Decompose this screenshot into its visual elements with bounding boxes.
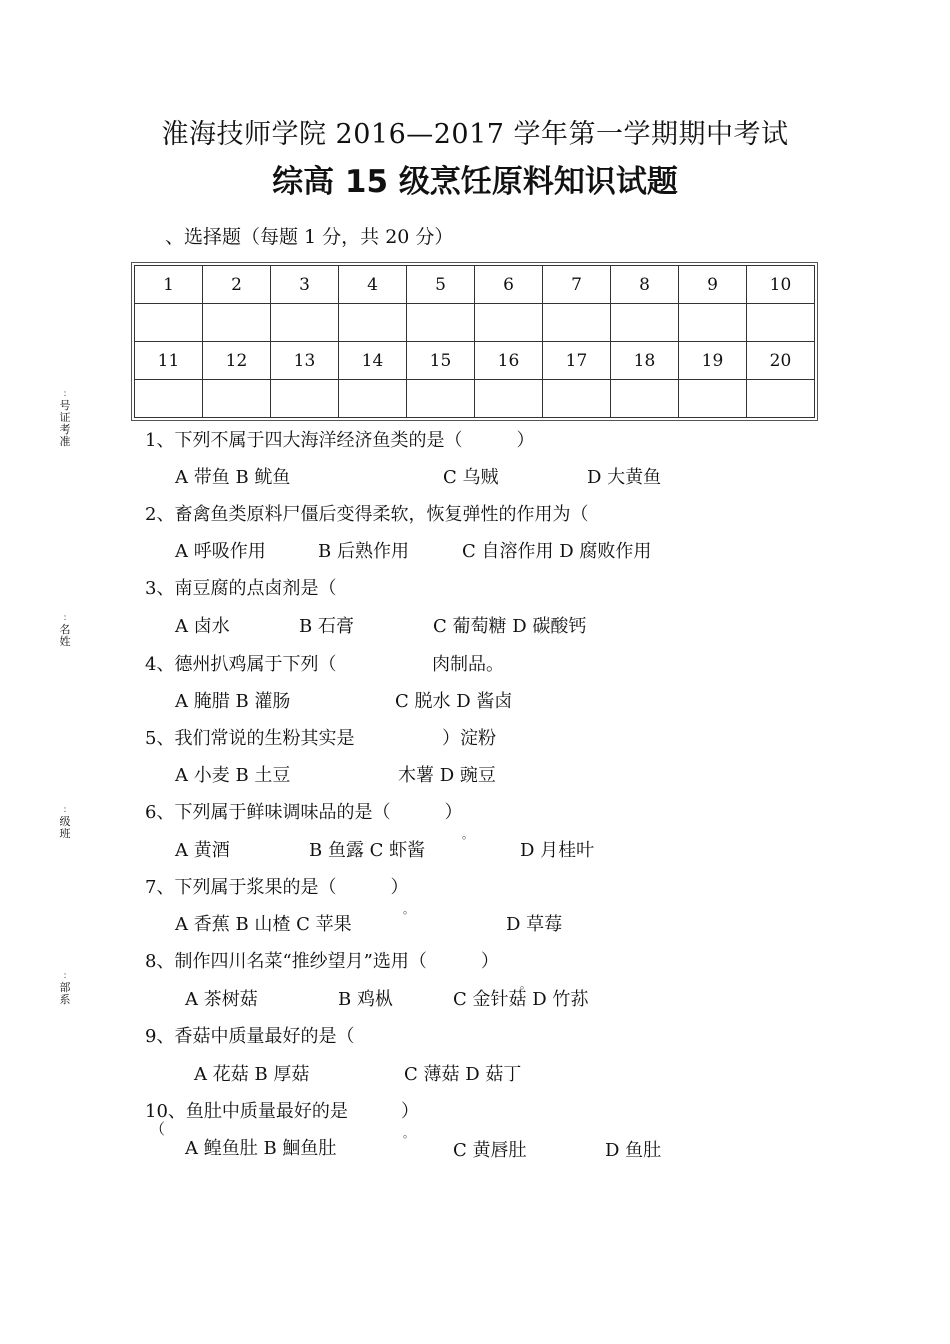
grid-answer-row xyxy=(135,304,815,342)
grid-number: 6 xyxy=(475,266,543,304)
question-option: A 鳇鱼肚 B 鮰鱼肚 xyxy=(185,1138,337,1159)
answer-cell[interactable] xyxy=(407,380,475,418)
answer-cell[interactable] xyxy=(271,304,339,342)
answer-cell[interactable] xyxy=(543,304,611,342)
question-stem: 6、下列属于鲜味调味品的是（ ） xyxy=(145,802,463,823)
question-stem: 10、鱼肚中质量最好的是 xyxy=(145,1101,348,1122)
sidebar-class-label xyxy=(58,804,72,840)
grid-number: 5 xyxy=(407,266,475,304)
question-stem: 1、下列不属于四大海洋经济鱼类的是（ ） xyxy=(145,430,535,451)
grid-number: 2 xyxy=(203,266,271,304)
sidebar-dot: : xyxy=(63,613,67,623)
question-option: A 花菇 B 厚菇 xyxy=(194,1064,310,1085)
answer-grid xyxy=(134,265,815,418)
question-stem: 2、畜禽鱼类原料尸僵后变得柔软，恢复弹性的作用为（ xyxy=(145,504,589,525)
sidebar-dept-label xyxy=(58,970,72,1006)
answer-cell[interactable] xyxy=(135,304,203,342)
sidebar-class-text: 级班 xyxy=(59,815,71,840)
grid-number: 12 xyxy=(203,342,271,380)
section-heading: 、选择题（每题 1 分，共 20 分） xyxy=(165,226,454,248)
grid-number: 1 xyxy=(135,266,203,304)
sidebar-dot: : xyxy=(63,971,67,981)
question-option: A 带鱼 B 鱿鱼 xyxy=(175,467,291,488)
answer-cell[interactable] xyxy=(679,380,747,418)
question-option: A 黄酒 xyxy=(175,840,230,861)
answer-cell[interactable] xyxy=(203,380,271,418)
question-option: C 金针菇 D 竹荪 xyxy=(453,989,589,1010)
question-stem-tail: ）淀粉 xyxy=(442,728,496,749)
question-option: C 脱水 D 酱卤 xyxy=(395,691,513,712)
sidebar-exam-number-label xyxy=(58,388,72,448)
grid-number: 9 xyxy=(679,266,747,304)
grid-answer-row xyxy=(135,380,815,418)
grid-number: 14 xyxy=(339,342,407,380)
stray-mark: 。 xyxy=(462,828,473,841)
answer-cell[interactable] xyxy=(747,380,815,418)
school-exam-line: 淮海技师学院 2016—2017 学年第一学期期中考试 xyxy=(161,119,789,150)
question-option: B 后熟作用 xyxy=(318,541,409,562)
grid-number: 19 xyxy=(679,342,747,380)
question-stem: 3、南豆腐的点卤剂是（ xyxy=(145,578,337,599)
grid-number: 15 xyxy=(407,342,475,380)
answer-cell[interactable] xyxy=(475,380,543,418)
stray-paren: （ xyxy=(150,1120,166,1138)
grid-number: 8 xyxy=(611,266,679,304)
question-option: B 鸡枞 xyxy=(338,989,393,1010)
question-stem: 7、下列属于浆果的是（ ） xyxy=(145,877,409,898)
sidebar-dot: : xyxy=(63,389,67,399)
question-option: C 葡萄糖 D 碳酸钙 xyxy=(433,616,587,637)
question-option: D 月桂叶 xyxy=(520,840,595,861)
grid-number-row xyxy=(135,342,815,380)
sidebar-dot: : xyxy=(63,805,67,815)
sidebar-name-text: 名姓 xyxy=(59,623,71,648)
question-option: A 呼吸作用 xyxy=(175,541,266,562)
grid-number: 18 xyxy=(611,342,679,380)
grid-number: 10 xyxy=(747,266,815,304)
question-option: D 大黄鱼 xyxy=(587,467,662,488)
question-stem: 4、德州扒鸡属于下列（ xyxy=(145,654,337,675)
sidebar-dept-text: 部系 xyxy=(59,981,71,1006)
exam-title: 综高 15 级烹饪原料知识试题 xyxy=(272,164,678,200)
grid-number-row xyxy=(135,266,815,304)
question-option: A 腌腊 B 灌肠 xyxy=(175,691,291,712)
question-stem-tail: 肉制品。 xyxy=(432,654,504,675)
sidebar-exam-number-text: 号证考准 xyxy=(59,399,71,448)
grid-number: 20 xyxy=(747,342,815,380)
question-option: D 鱼肚 xyxy=(605,1140,662,1161)
answer-cell[interactable] xyxy=(339,304,407,342)
question-option: B 石膏 xyxy=(299,616,354,637)
question-option: A 香蕉 B 山楂 C 苹果 xyxy=(175,914,352,935)
grid-number: 7 xyxy=(543,266,611,304)
question-option: A 卤水 xyxy=(175,616,230,637)
grid-number: 4 xyxy=(339,266,407,304)
question-option: C 黄唇肚 xyxy=(453,1140,527,1161)
answer-cell[interactable] xyxy=(135,380,203,418)
question-option: 木薯 D 豌豆 xyxy=(398,765,496,786)
grid-number: 3 xyxy=(271,266,339,304)
answer-cell[interactable] xyxy=(679,304,747,342)
grid-number: 17 xyxy=(543,342,611,380)
question-option: C 薄菇 D 菇丁 xyxy=(404,1064,522,1085)
grid-number: 11 xyxy=(135,342,203,380)
question-option: C 乌贼 xyxy=(443,467,499,488)
answer-cell[interactable] xyxy=(747,304,815,342)
question-stem: 9、香菇中质量最好的是（ xyxy=(145,1026,355,1047)
question-stem-tail: ） xyxy=(401,1101,419,1122)
answer-cell[interactable] xyxy=(543,380,611,418)
grid-number: 16 xyxy=(475,342,543,380)
answer-cell[interactable] xyxy=(203,304,271,342)
sidebar-name-label xyxy=(58,612,72,648)
answer-cell[interactable] xyxy=(271,380,339,418)
stray-mark: 。 xyxy=(403,1127,414,1140)
question-option: A 小麦 B 土豆 xyxy=(175,765,291,786)
question-option: B 鱼露 C 虾酱 xyxy=(309,840,426,861)
question-option: C 自溶作用 D 腐败作用 xyxy=(462,541,652,562)
answer-cell[interactable] xyxy=(611,380,679,418)
grid-number: 13 xyxy=(271,342,339,380)
answer-cell[interactable] xyxy=(475,304,543,342)
answer-cell[interactable] xyxy=(407,304,475,342)
answer-cell[interactable] xyxy=(611,304,679,342)
stray-mark: 。 xyxy=(403,903,414,916)
stray-mark: 。 xyxy=(520,978,531,991)
answer-cell[interactable] xyxy=(339,380,407,418)
question-option: D 草莓 xyxy=(506,914,563,935)
question-option: A 茶树菇 xyxy=(185,989,258,1010)
question-stem: 5、我们常说的生粉其实是 xyxy=(145,728,355,749)
question-stem: 8、制作四川名菜“推纱望月”选用（ ） xyxy=(145,951,499,972)
